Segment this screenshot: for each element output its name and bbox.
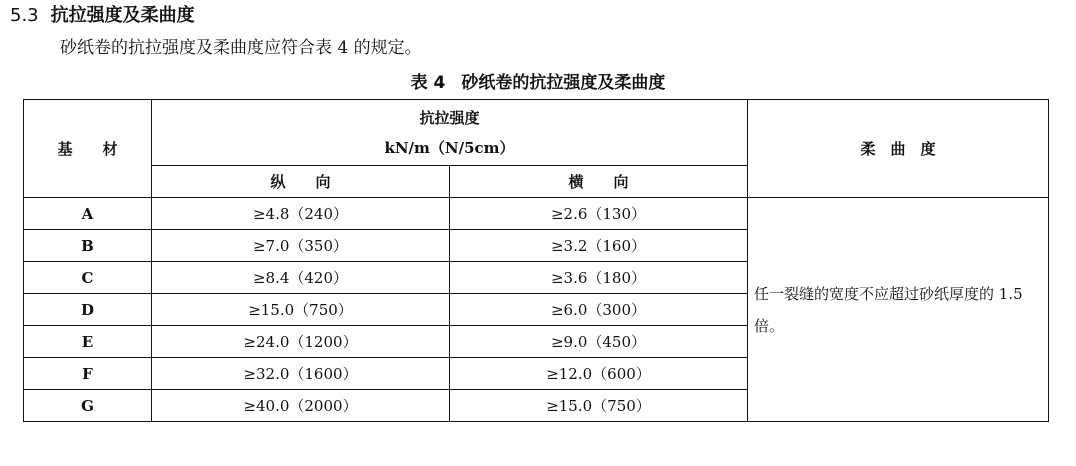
section-number: 5.3 (10, 5, 39, 26)
cell-transverse: ≥3.6（180） (450, 262, 748, 294)
table-number: 表 4 (410, 73, 446, 93)
header-material: 基 材 (24, 100, 152, 198)
cell-longitudinal: ≥40.0（2000） (152, 390, 450, 422)
spec-table (23, 99, 1049, 422)
cell-flexibility-note: 任一裂缝的宽度不应超过砂纸厚度的 1.5 倍。 (748, 198, 1049, 422)
cell-longitudinal: ≥4.8（240） (152, 198, 450, 230)
cell-material: A (24, 198, 152, 230)
intro-paragraph: 砂纸卷的抗拉强度及柔曲度应符合表 4 的规定。 (60, 38, 422, 58)
cell-longitudinal: ≥8.4（420） (152, 262, 450, 294)
cell-transverse: ≥15.0（750） (450, 390, 748, 422)
header-tensile: 抗拉强度 (419, 108, 480, 127)
cell-transverse: ≥12.0（600） (450, 358, 748, 390)
cell-longitudinal: ≥24.0（1200） (152, 326, 450, 358)
section-title: 抗拉强度及柔曲度 (50, 5, 195, 26)
table-row (24, 198, 1049, 230)
table-title: 砂纸卷的抗拉强度及柔曲度 (461, 73, 666, 93)
header-tensile-unit: kN/m（N/5cm） (384, 138, 515, 157)
cell-transverse: ≥3.2（160） (450, 230, 748, 262)
cell-material: B (24, 230, 152, 262)
cell-material: F (24, 358, 152, 390)
cell-material: E (24, 326, 152, 358)
cell-material: D (24, 294, 152, 326)
cell-longitudinal: ≥32.0（1600） (152, 358, 450, 390)
cell-transverse: ≥2.6（130） (450, 198, 748, 230)
section-heading (10, 2, 195, 30)
cell-transverse: ≥6.0（300） (450, 294, 748, 326)
cell-material: G (24, 390, 152, 422)
cell-longitudinal: ≥15.0（750） (152, 294, 450, 326)
header-tensile-group (152, 100, 748, 166)
header-transverse: 横 向 (450, 166, 748, 198)
cell-longitudinal: ≥7.0（350） (152, 230, 450, 262)
table-caption (0, 68, 1076, 98)
cell-transverse: ≥9.0（450） (450, 326, 748, 358)
header-row-top (24, 100, 1049, 166)
header-longitudinal: 纵 向 (152, 166, 450, 198)
header-flexibility: 柔 曲 度 (748, 100, 1049, 198)
cell-material: C (24, 262, 152, 294)
